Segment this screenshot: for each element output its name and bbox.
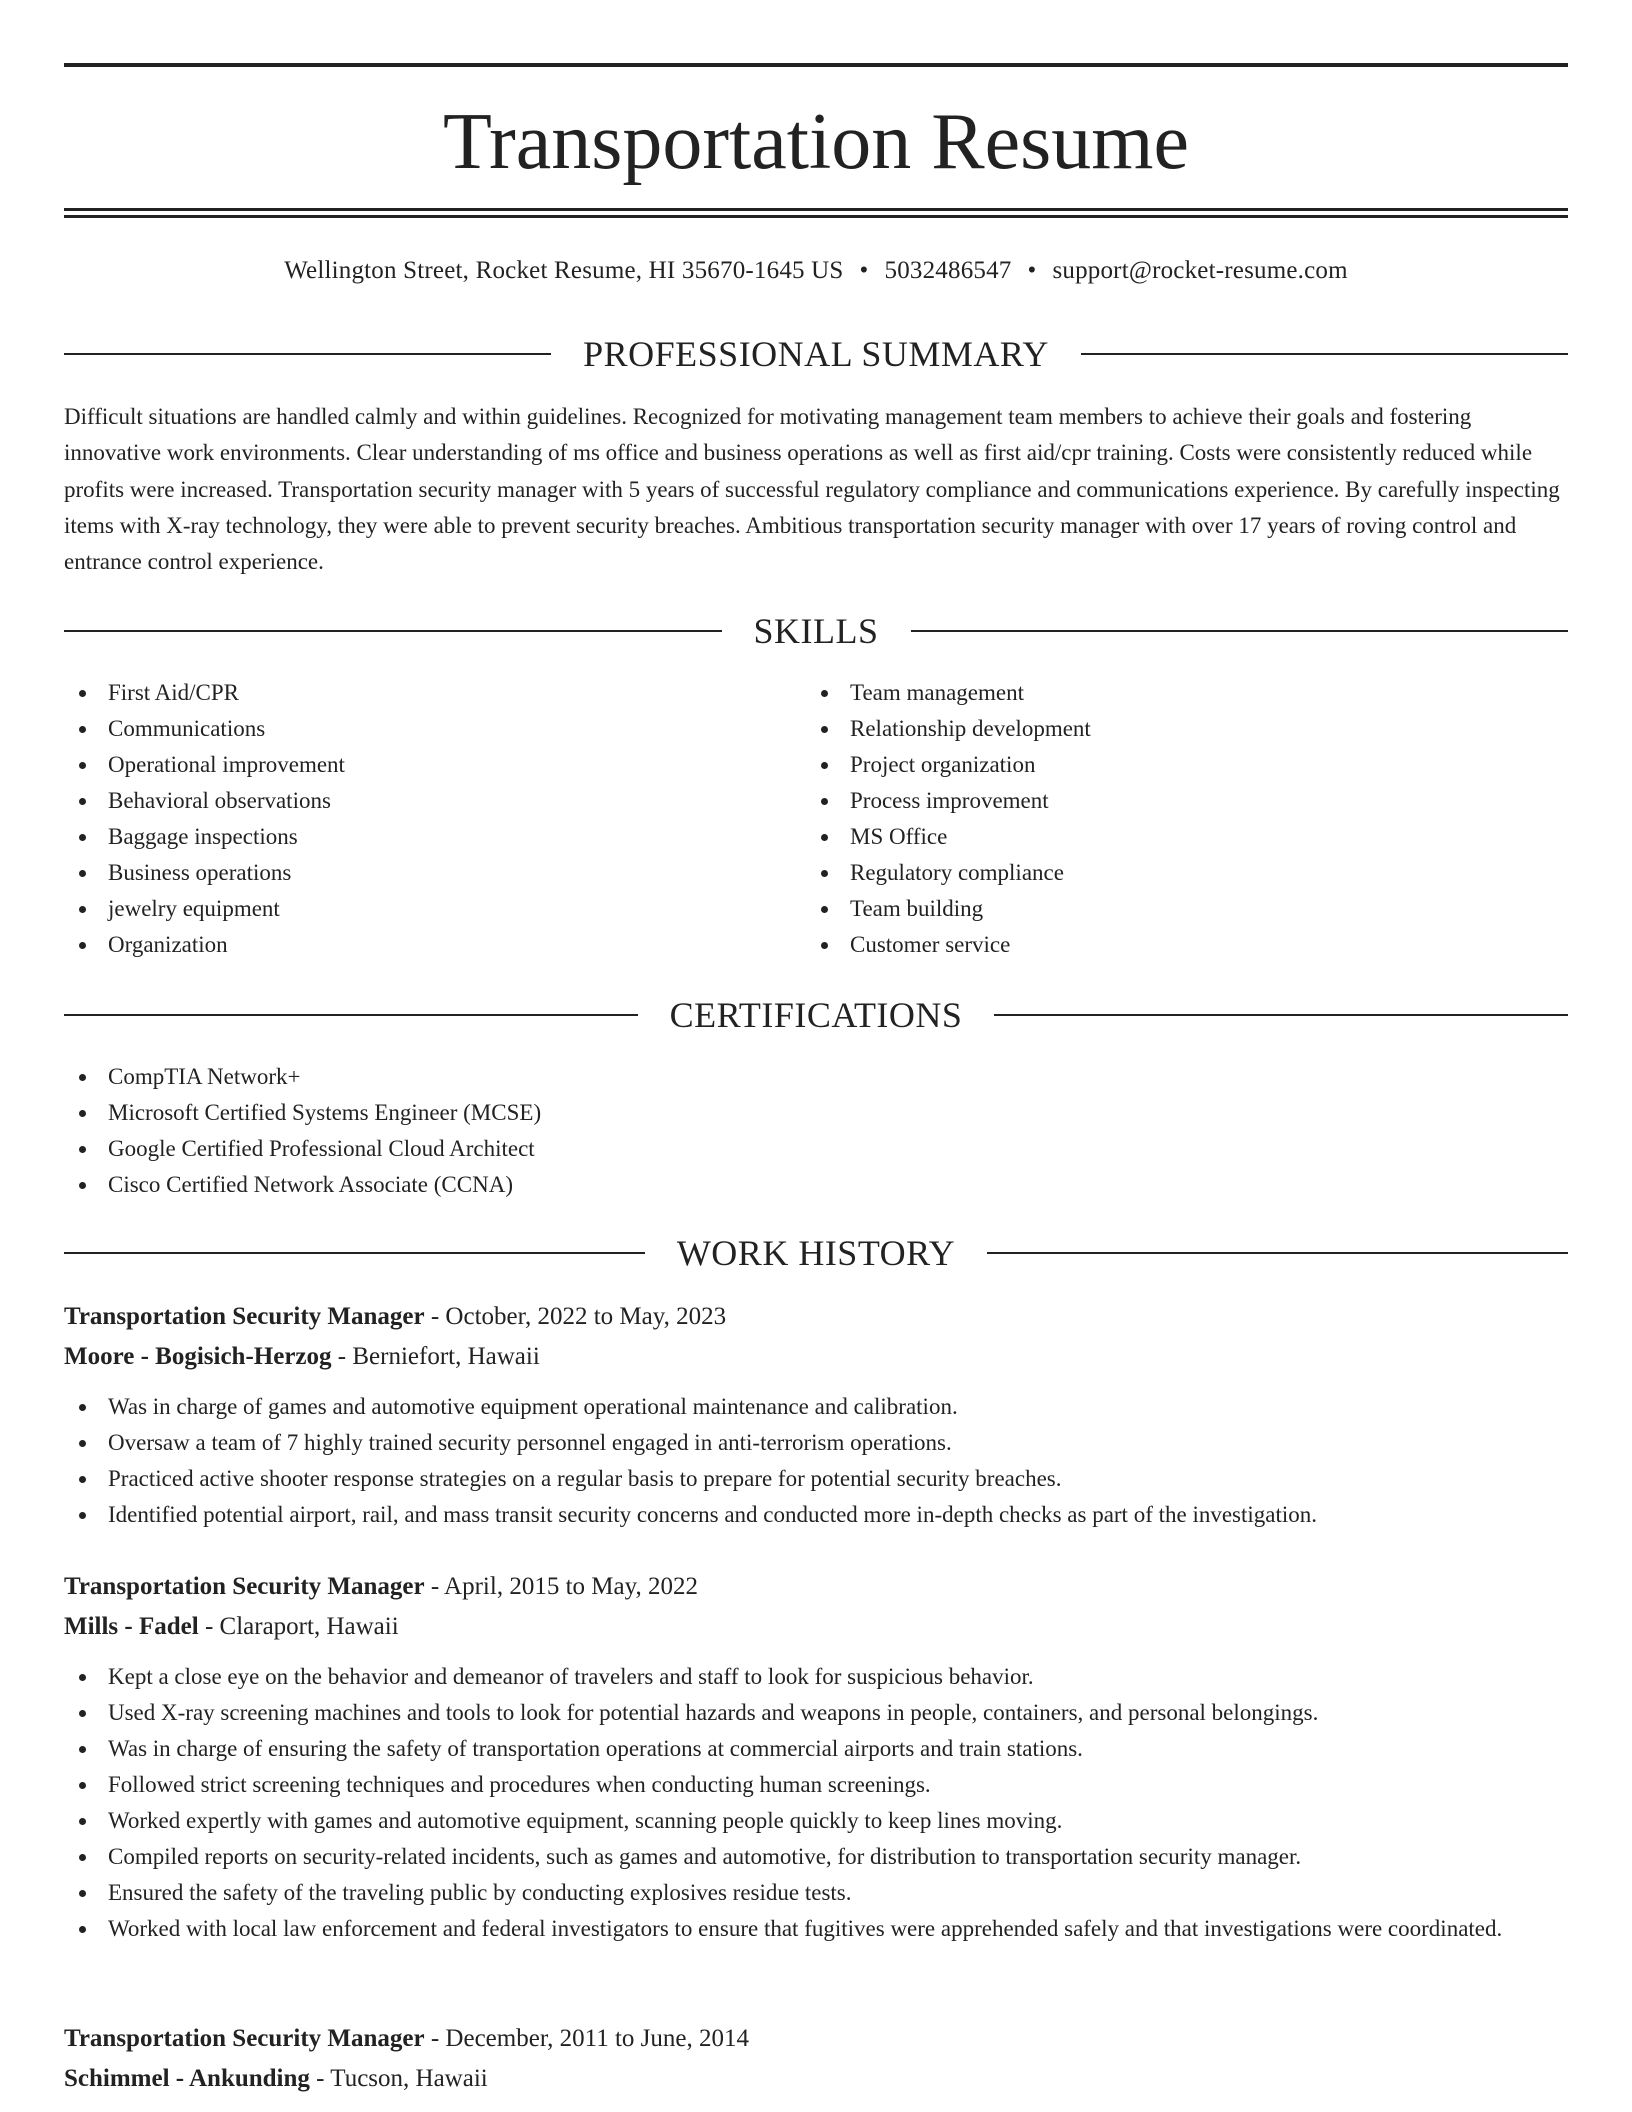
skill-item: Customer service [806,927,1506,963]
contact-separator: • [1027,257,1037,284]
job-entry [64,1567,1568,1947]
section-header-summary [64,330,1568,378]
job-bullet: Used X-ray screening machines and tools to look for potential hazards and weapons in people, containers, and personal belongings. [64,1695,1568,1731]
job-bullet: Followed strict screening techniques and procedures when conducting human screenings. [64,1767,1568,1803]
section-header-certifications [64,991,1568,1039]
skill-item: Relationship development [806,711,1506,747]
job-bullet: Compiled reports on security-related incidents, such as games and automotive, for distribution to transportation security manager. [64,1839,1568,1875]
skill-item: Behavioral observations [64,783,764,819]
job-dates: - October, 2022 to May, 2023 [424,1303,727,1330]
skill-item: Business operations [64,855,764,891]
job-entry [64,1297,1568,1533]
top-rule [64,63,1568,67]
section-rule [64,353,551,355]
contact-email: support@rocket-resume.com [1052,257,1348,284]
job-entry [64,2019,1568,2099]
certifications-list [64,1059,1568,1203]
section-rule [64,1014,638,1016]
section-rule [911,630,1569,632]
skill-item: Team building [806,891,1506,927]
job-title-line [64,1567,1568,1607]
job-location: - Berniefort, Hawaii [331,1343,540,1370]
skill-item: Baggage inspections [64,819,764,855]
title-rule-lower [64,215,1568,218]
section-rule [987,1252,1568,1254]
skill-item: Regulatory compliance [806,855,1506,891]
skill-item: Team management [806,675,1506,711]
contact-address: Wellington Street, Rocket Resume, HI 35670-1645 US [284,257,844,284]
job-dates: - December, 2011 to June, 2014 [424,2025,749,2052]
job-bullets [64,1389,1568,1533]
job-bullet: Oversaw a team of 7 highly trained security personnel engaged in anti-terrorism operations. [64,1425,1568,1461]
job-location: - Claraport, Hawaii [198,1613,399,1640]
section-title-summary: PROFESSIONAL SUMMARY [583,334,1049,374]
job-bullet: Ensured the safety of the traveling public by conducting explosives residue tests. [64,1875,1568,1911]
section-rule [1081,353,1568,355]
job-bullet: Practiced active shooter response strategies on a regular basis to prepare for potential security breaches. [64,1461,1568,1497]
section-rule [64,1252,645,1254]
job-company: Mills - Fadel [64,1613,199,1640]
job-title: Transportation Security Manager [64,1303,425,1330]
job-bullet: Identified potential airport, rail, and mass transit security concerns and conducted more in-depth checks as part of the investigation. [64,1497,1568,1533]
job-bullets [64,1659,1568,1947]
skill-item: Project organization [806,747,1506,783]
job-bullet: Worked expertly with games and automotive equipment, scanning people quickly to keep lines moving. [64,1803,1568,1839]
contact-line [64,254,1568,288]
contact-phone: 5032486547 [884,257,1012,284]
skills-list-left [64,675,764,963]
job-title: Transportation Security Manager [64,1573,425,1600]
skills-list-right [806,675,1506,963]
job-company: Schimmel - Ankunding [64,2065,310,2092]
skill-item: First Aid/CPR [64,675,764,711]
section-title-certifications: CERTIFICATIONS [669,995,963,1035]
job-company-line [64,2059,1568,2099]
skill-item: Operational improvement [64,747,764,783]
job-company-line [64,1337,1568,1377]
job-company-line [64,1607,1568,1647]
job-title-line [64,1297,1568,1337]
job-company: Moore - Bogisich-Herzog [64,1343,332,1370]
certification-item: Cisco Certified Network Associate (CCNA) [64,1167,1568,1203]
job-bullet: Was in charge of ensuring the safety of transportation operations at commercial airports and train stations. [64,1731,1568,1767]
job-title-line [64,2019,1568,2059]
job-title: Transportation Security Manager [64,2025,425,2052]
section-header-work-history [64,1229,1568,1277]
contact-separator: • [859,257,869,284]
title-rule-upper [64,208,1568,211]
job-dates: - April, 2015 to May, 2022 [424,1573,698,1600]
skill-item: Communications [64,711,764,747]
section-header-skills [64,607,1568,655]
skill-item: Process improvement [806,783,1506,819]
section-rule [994,1014,1568,1016]
skill-item: jewelry equipment [64,891,764,927]
job-bullet: Worked with local law enforcement and federal investigators to ensure that fugitives were apprehended safely and that investigations were coordinated. [64,1911,1568,1947]
skill-item: MS Office [806,819,1506,855]
section-title-skills: SKILLS [753,611,879,651]
job-bullet: Was in charge of games and automotive equipment operational maintenance and calibration. [64,1389,1568,1425]
resume-title: Transportation Resume [443,98,1189,186]
summary-text: Difficult situations are handled calmly and within guidelines. Recognized for motivating management team members to achieve their goals and fostering innovative work environments. Clear understanding of ms office and business operations as well as first aid/cpr training. Costs were consistently reduced while profits were increased. Transportation security manager with 5 years of successful regulatory compliance and communications experience. By carefully inspecting items with X-ray technology, they were able to prevent security breaches. Ambitious transportation security manager with over 17 years of roving control and entrance control experience. [64,404,1560,575]
certification-item: Google Certified Professional Cloud Architect [64,1131,1568,1167]
skill-item: Organization [64,927,764,963]
section-rule [64,630,722,632]
certification-item: Microsoft Certified Systems Engineer (MCSE) [64,1095,1568,1131]
certification-item: CompTIA Network+ [64,1059,1568,1095]
job-bullet: Kept a close eye on the behavior and demeanor of travelers and staff to look for suspicious behavior. [64,1659,1568,1695]
section-title-work-history: WORK HISTORY [676,1233,956,1273]
job-location: - Tucson, Hawaii [309,2065,488,2092]
